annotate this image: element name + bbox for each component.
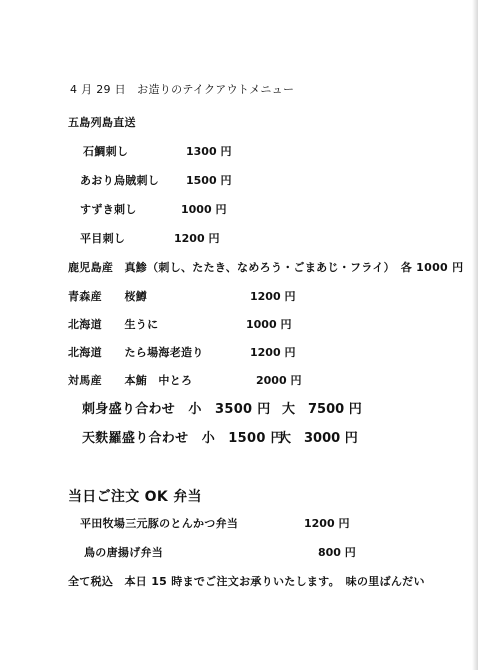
- regional-item-price: 1200 円: [250, 290, 296, 303]
- section-heading-goto: 五島列島直送: [68, 116, 136, 129]
- bento-item-price: 1200 円: [304, 517, 350, 530]
- menu-item-name: すずき刺し: [80, 203, 137, 216]
- regional-item-name: 対馬産 本鮪 中とろ: [68, 374, 193, 387]
- menu-item-price: 1000 円: [181, 203, 227, 216]
- regional-item-price: 1200 円: [250, 346, 296, 359]
- bento-item-name: 鳥の唐揚げ弁当: [84, 546, 164, 559]
- menu-item-name: あおり烏賊刺し: [80, 174, 160, 187]
- regional-item-price: 1000 円: [246, 318, 292, 331]
- menu-item-name: 石鯛刺し: [83, 145, 129, 158]
- menu-item-price: 1300 円: [186, 145, 232, 158]
- platter-tempura: 天麩羅盛り合わせ 小 1500 円: [82, 431, 284, 446]
- platter-sashimi: 刺身盛り合わせ 小 3500 円: [82, 402, 271, 417]
- menu-item-price: 1200 円: [174, 232, 220, 245]
- platter-sashimi-large: 大 7500 円: [282, 402, 362, 417]
- regional-item-name: 青森産 桜鱒: [68, 290, 148, 303]
- section-heading-bento: 当日ご注文 OK 弁当: [68, 489, 202, 505]
- page-edge-shadow: [472, 0, 478, 670]
- footer-note: 全て税込 本日 15 時までご注文お承りいたします。 味の里ばんだい: [68, 575, 425, 588]
- menu-title: 4 月 29 日 お造りのテイクアウトメニュー: [70, 83, 295, 96]
- regional-item-price: 2000 円: [256, 374, 302, 387]
- regional-item-name: 北海道 たら場海老造り: [68, 346, 204, 359]
- bento-item-name: 平田牧場三元豚のとんかつ弁当: [80, 517, 239, 530]
- platter-tempura-large: 大 3000 円: [278, 431, 358, 446]
- menu-item-name: 平目刺し: [80, 232, 126, 245]
- bento-item-price: 800 円: [318, 546, 356, 559]
- regional-item-aji: 鹿児島産 真鯵（刺し、たたき、なめろう・ごまあじ・フライ） 各 1000 円: [68, 261, 464, 274]
- regional-item-name: 北海道 生うに: [68, 318, 159, 331]
- menu-item-price: 1500 円: [186, 174, 232, 187]
